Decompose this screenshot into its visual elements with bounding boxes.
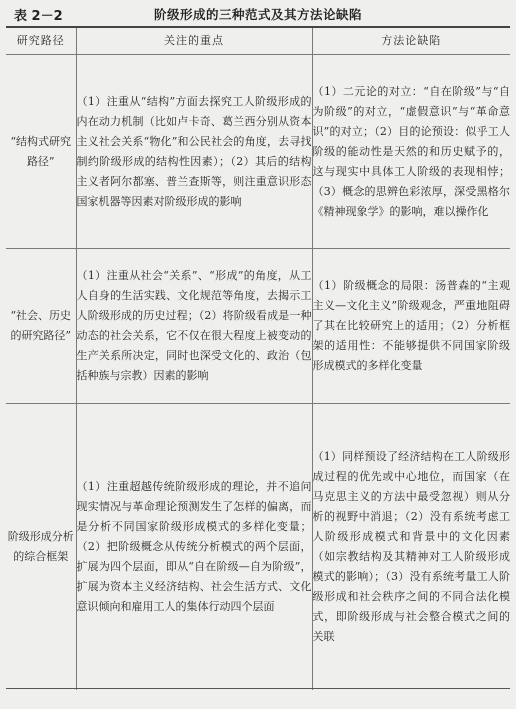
row-flaw: （1）二元论的对立：“自在阶级”与“自为阶级”的对立，“虚假意识”与“革命意识”的对立；（2）目的论预设：似乎工人阶级的能动性是天然的和历史赋予的，这与现实中具体工人阶级的表现相悖；（3）概念的思辨色彩浓厚，深受黑格尔《精神现象学》的影响，难以操作化 [312, 55, 510, 249]
table-caption [6, 0, 510, 26]
row-flaw: （1）阶级概念的局限：汤普森的“主观主义—文化主义”阶级观念，严重地阻碍了其在比较研究上的适用；（2）分析框架的适用性：不能够提供不同国家阶级形成模式的多样化变量 [312, 249, 510, 404]
row-flaw: （1）同样预设了经济结构在工人阶级形成过程的优先或中心地位，而国家（在马克思主义的方法中最受忽视）则从分析的视野中消退；（2）没有系统考虑工人阶级形成模式和背景中的文化因素（如宗教结构及其精神对工人阶级形成模式的影响）；（3）没有系统考量工人阶级形成和社会秩序之间的不同合法化模式，即阶级形成与社会整合模式之间的关联 [312, 404, 510, 690]
bottom-rule [6, 688, 510, 689]
table-title: 阶级形成的三种范式及其方法论缺陷 [153, 7, 362, 22]
row-path: “结构式研究路径” [6, 55, 76, 249]
header-path: 研究路径 [6, 28, 76, 55]
table-row [6, 55, 510, 249]
table-number: 表 2－2 [14, 9, 63, 24]
row-focus: （1）注重从社会“关系”、“形成”的角度，从工人自身的生活实践、文化规范等角度，去揭示工人阶级形成的历史过程；（2）将阶级看成是一种动态的社会关系，它不仅在很大程度上被变动的生产关系所决定，同时也深受文化的、政治（包括种族与宗教）因素的影响 [76, 249, 312, 404]
row-focus: （1）注重从“结构”方面去探究工人阶级形成的内在动力机制（比如卢卡奇、葛兰西分别从资本主义社会关系“物化”和公民社会的角度，去寻找制约阶级形成的结构性因素）；（2）其后的结构主义者阿尔都塞、普兰查斯等，则注重意识形态国家机器等因素对阶级形成的影响 [76, 55, 312, 249]
paradigm-table [6, 28, 510, 690]
row-focus: （1）注重超越传统阶级形成的理论，并不追问现实情况与革命理论预测发生了怎样的偏离，而是分析不同国家阶级形成模式的多样化变量；（2）把阶级概念从传统分析模式的两个层面，扩展为四个层面，即从“自在阶级—自为阶级”，扩展为资本主义经济结构、社会生活方式、文化意识倾向和雇用工人的集体行动四个层面 [76, 404, 312, 690]
row-path: 阶级形成分析的综合框架 [6, 404, 76, 690]
row-path: “社会、历史的研究路径” [6, 249, 76, 404]
table-row [6, 404, 510, 690]
header-focus: 关注的重点 [76, 28, 312, 55]
header-flaw: 方法论缺陷 [312, 28, 510, 55]
table-row [6, 249, 510, 404]
header-row [6, 28, 510, 55]
